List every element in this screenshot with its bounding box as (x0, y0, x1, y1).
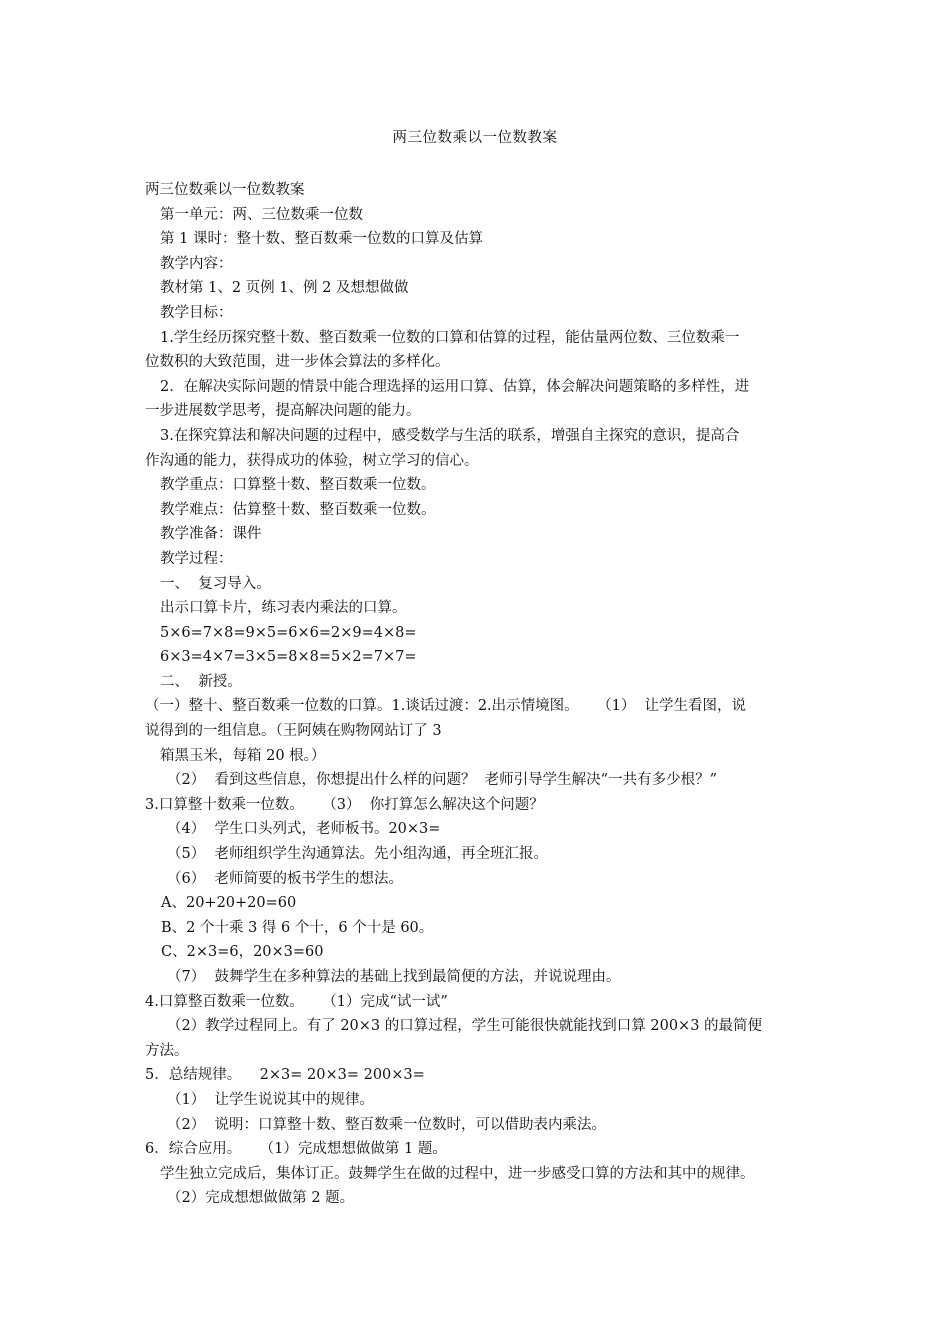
body-line: （2） 说明：口算整十数、整百数乘一位数时，可以借助表内乘法。 (167, 1116, 606, 1133)
body-line: 教学目标： (160, 304, 233, 321)
body-line: （5） 老师组织学生沟通算法。先小组沟通，再全班汇报。 (167, 846, 548, 863)
body-line: 作沟通的能力，获得成功的体验，树立学习的信心。 (145, 452, 479, 469)
body-line: 一步进展数学思考，提高解决问题的能力。 (145, 403, 421, 420)
body-line: 教学准备：课件 (160, 526, 262, 543)
body-line: 位数积的大致范围，进一步体会算法的多样化。 (145, 354, 450, 371)
body-line: 5×6=7×8=9×5=6×6=2×9=4×8= (160, 624, 417, 641)
body-line: （2） 看到这些信息，你想提出什么样的问题？ 老师引导学生解决“一共有多少根？” (167, 772, 717, 789)
body-line: 6．综合应用。 （1）完成想想做做第 1 题。 (145, 1141, 447, 1158)
body-line: 3.在探究算法和解决问题的过程中，感受数学与生活的联系，增强自主探究的意识，提高合 (160, 427, 740, 444)
body-line: 教学内容： (160, 255, 233, 272)
body-line: 出示口算卡片，练习表内乘法的口算。 (160, 600, 407, 617)
body-line: 教材第 1、2 页例 1、例 2 及想想做做 (160, 280, 409, 297)
body-line: （2）完成想想做做第 2 题。 (167, 1190, 355, 1207)
body-line: 一、 复习导入。 (160, 575, 271, 592)
body-line: 教学重点：口算整十数、整百数乘一位数。 (160, 477, 436, 494)
body-line: （1） 让学生说说其中的规律。 (167, 1091, 374, 1108)
body-line: 2．在解决实际问题的情景中能合理选择的运用口算、估算，体会解决问题策略的多样性，进 (160, 378, 750, 395)
body-line: 教学难点：估算整十数、整百数乘一位数。 (160, 501, 436, 518)
body-line: 第一单元：两、三位数乘一位数 (160, 206, 363, 223)
body-line: 1.学生经历探究整十数、整百数乘一位数的口算和估算的过程，能估量两位数、三位数乘一 (160, 329, 740, 346)
body-line: 第 1 课时：整十数、整百数乘一位数的口算及估算 (160, 231, 483, 248)
body-line: 学生独立完成后，集体订正。鼓舞学生在做的过程中，进一步感受口算的方法和其中的规律。 (160, 1165, 755, 1182)
body-line: 二、 新授。 (160, 673, 242, 690)
body-line: 两三位数乘以一位数教案 (145, 182, 305, 198)
body-line: （4） 学生口头列式，老师板书。20×3= (167, 821, 441, 838)
document-title: 两三位数乘以一位数教案 (392, 130, 558, 146)
body-line: 说得到的一组信息。（王阿姨在购物网站订了 3 (145, 723, 442, 740)
body-line: 4.口算整百数乘一位数。 （1）完成“试一试” (145, 993, 448, 1010)
body-line: 6×3=4×7=3×5=8×8=5×2=7×7= (160, 649, 417, 666)
body-line: （7） 鼓舞学生在多种算法的基础上找到最简便的方法，并说说理由。 (167, 969, 621, 985)
body-line: 3.口算整十数乘一位数。 （3） 你打算怎么解决这个问题？ (145, 796, 544, 813)
body-line: A、20+20+20=60 (161, 895, 297, 912)
body-line: 教学过程： (160, 550, 233, 567)
body-line: （一）整十、整百数乘一位数的口算。1.谈话过渡：2.出示情境图。 （1） 让学生看图，说 (145, 698, 747, 715)
body-line: （2）教学过程同上。有了 20×3 的口算过程，学生可能很快就能找到口算 200×3 的最简便 (167, 1018, 763, 1035)
body-line: C、2×3=6，20×3=60 (161, 944, 324, 961)
body-line: 箱黑玉米，每箱 20 根。） (160, 747, 326, 764)
body-line: B、2 个十乘 3 得 6 个十，6 个十是 60。 (161, 919, 434, 936)
body-line: 5．总结规律。 2×3= 20×3= 200×3= (145, 1067, 425, 1084)
body-line: （6） 老师简要的板书学生的想法。 (167, 870, 403, 887)
body-line: 方法。 (145, 1042, 189, 1059)
document-body (145, 178, 810, 1211)
